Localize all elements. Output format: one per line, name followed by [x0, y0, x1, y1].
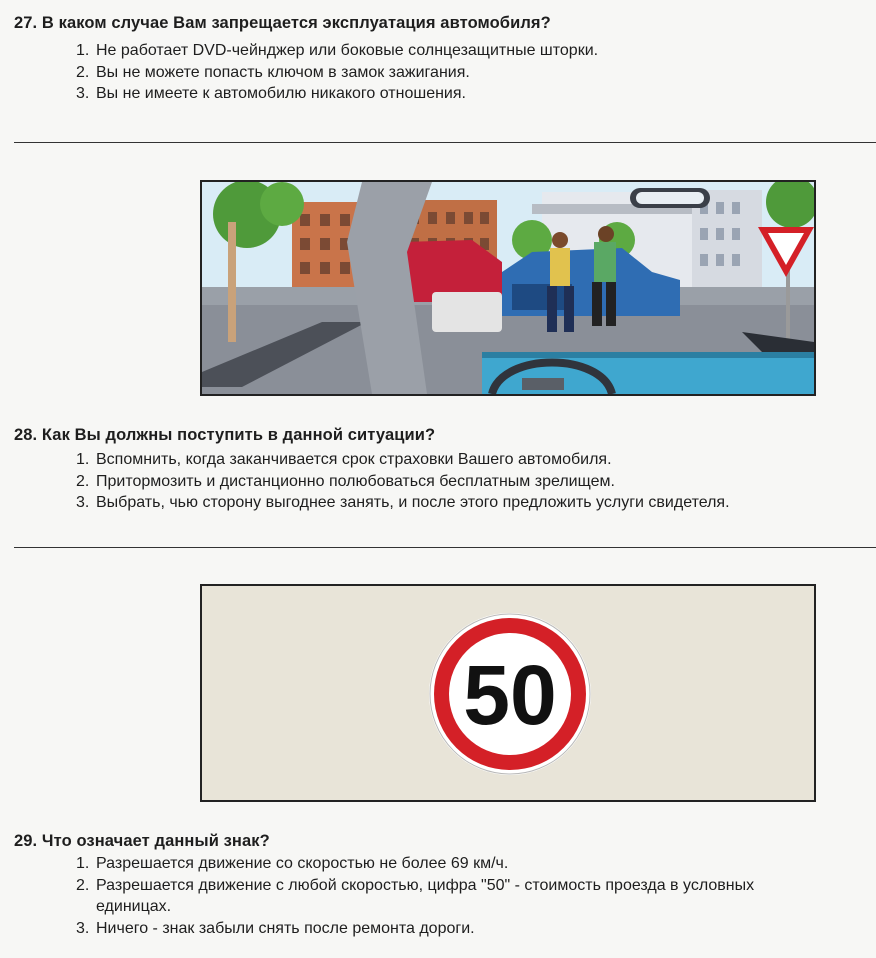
- question-27-title: 27. В каком случае Вам запрещается эксплуатация автомобиля?: [14, 14, 551, 32]
- question-28-answers: [76, 449, 730, 514]
- answer-28-3[interactable]: 3. Выбрать, чью сторону выгоднее занять, и после этого предложить услуги свидетеля.: [76, 494, 730, 511]
- question-29-answers: [76, 853, 754, 939]
- answer-28-1[interactable]: 1. Вспомнить, когда заканчивается срок страховки Вашего автомобиля.: [76, 451, 612, 468]
- answer-29-1[interactable]: 1. Разрешается движение со скоростью не более 69 км/ч.: [76, 855, 509, 872]
- answer-28-2[interactable]: 2. Притормозить и дистанционно полюбоваться бесплатным зрелищем.: [76, 472, 615, 490]
- question-29-title: 29. Что означает данный знак?: [14, 832, 270, 850]
- answer-27-3[interactable]: 3. Вы не имеете к автомобилю никакого отношения.: [76, 85, 466, 102]
- speed-limit-value: 50: [463, 648, 557, 742]
- divider: [14, 142, 876, 143]
- accident-illustration: [200, 180, 816, 396]
- answer-29-2[interactable]: 2. Разрешается движение с любой скоростью, цифра "50" - стоимость проезда в условных единицах.: [76, 876, 755, 915]
- answer-27-2[interactable]: 2. Вы не можете попасть ключом в замок зажигания.: [76, 63, 470, 81]
- speed-limit-sign-illustration: [200, 584, 816, 802]
- answer-27-1[interactable]: 1. Не работает DVD-чейнджер или боковые солнцезащитные шторки.: [76, 42, 599, 59]
- question-28-title: 28. Как Вы должны поступить в данной ситуации?: [14, 426, 436, 444]
- answer-29-3[interactable]: 3. Ничего - знак забыли снять после ремонта дороги.: [76, 919, 475, 937]
- divider: [14, 547, 876, 548]
- question-27-answers: [76, 40, 598, 105]
